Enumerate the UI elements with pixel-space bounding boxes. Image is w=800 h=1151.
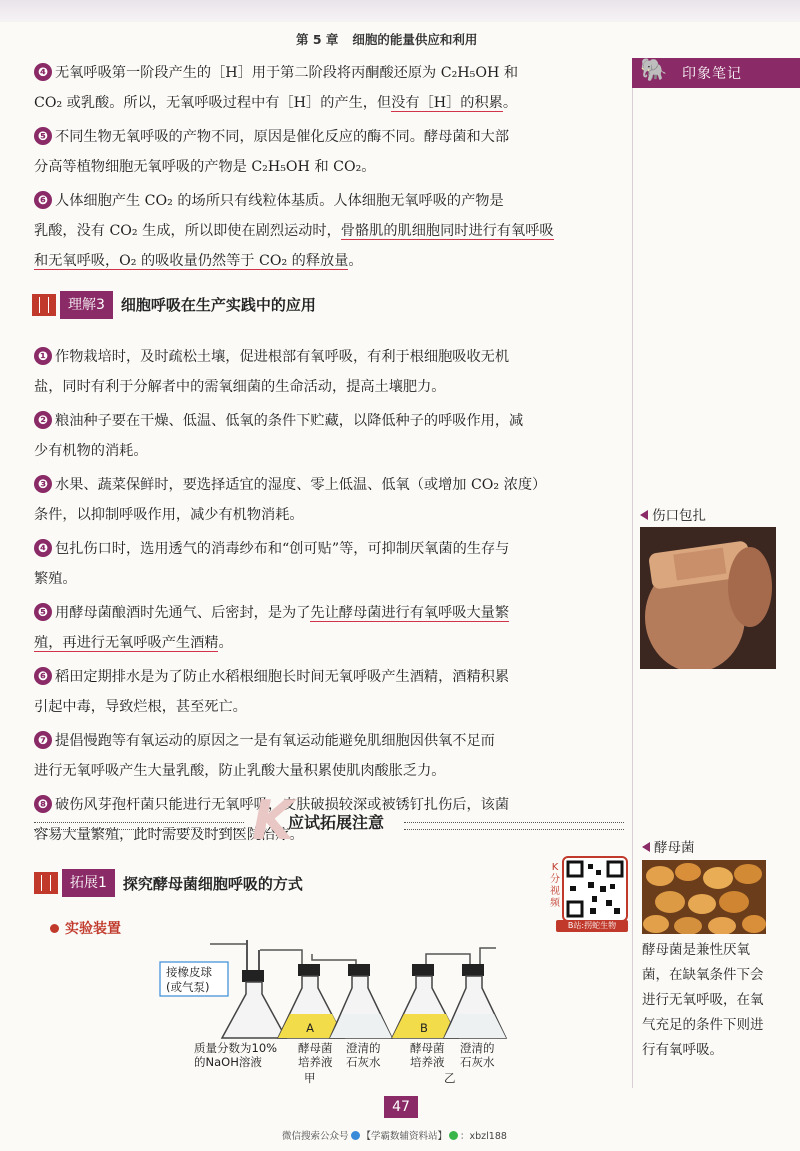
section-tag: 理解3: [60, 291, 113, 319]
text: 水果、蔬菜保鲜时，要选择适宜的湿度、零上低温、低氧（或增加 CO₂ 浓度）: [55, 477, 547, 493]
number-badge: ❹: [34, 539, 52, 557]
pump-label: 接橡皮球: [166, 965, 212, 979]
sub-head-apparatus: [50, 918, 121, 938]
footer-text: 微信搜索公众号: [282, 1131, 349, 1142]
number-badge: ❸: [34, 475, 52, 493]
naoh-label-2: 的NaOH溶液: [194, 1055, 262, 1069]
text: 不同生物无氧呼吸的产物不同，原因是催化反应的酶不同。酵母菌和大部: [55, 129, 510, 145]
lime-jia-label-2: 石灰水: [346, 1055, 381, 1069]
wechat-icon: [449, 1131, 458, 1140]
naoh-label-1: 质量分数为10%: [194, 1041, 278, 1055]
qr-side-label: K分视频: [550, 862, 560, 909]
lime-yi-label-1: 澄清的: [460, 1041, 495, 1055]
lime-yi-label-2: 石灰水: [460, 1055, 495, 1069]
notes-tab: [632, 58, 800, 88]
bullet-icon: [50, 924, 59, 933]
chapter-title: 细胞的能量供应和利用: [352, 32, 478, 47]
pump-label-2: (或气泵): [166, 980, 210, 994]
number-badge: ❽: [34, 795, 52, 813]
page-number: 47: [384, 1096, 418, 1118]
text: 。: [348, 253, 363, 269]
notes-tab-label: 印象笔记: [682, 66, 742, 82]
para-3-7: [34, 726, 630, 786]
notes-column-divider: [632, 88, 633, 1088]
caption-wound: [640, 504, 706, 524]
para-3-5: [34, 598, 630, 658]
label-a: A: [306, 1021, 314, 1035]
text: 包扎伤口时，选用透气的消毒纱布和“创可贴”等，可抑制厌氧菌的生存与: [55, 541, 510, 557]
underlined-text: 骨骼肌的肌细胞同时进行有氧呼吸: [340, 223, 554, 239]
number-badge: ❺: [34, 127, 52, 145]
number-badge: ❼: [34, 731, 52, 749]
book-icon: [34, 872, 58, 894]
text: 盐，同时有利于分解者中的需氧细菌的生命活动，提高土壤肥力。: [34, 379, 446, 395]
text: 无氧呼吸第一阶段产生的［H］用于第二阶段将丙酮酸还原为 C₂H₅OH 和: [55, 65, 519, 81]
elephant-icon: 🐘: [640, 58, 668, 83]
para-3-4: [34, 534, 630, 594]
underlined-text: 没有［H］的积累: [391, 95, 503, 111]
yeast-a-label-2: 培养液: [298, 1055, 333, 1069]
qr-code[interactable]: [562, 856, 628, 922]
text: 容易大量繁殖，此时需要及时到医院治疗。: [34, 827, 304, 843]
text: 稻田定期排水是为了防止水稻根细胞长时间无氧呼吸产生酒精，酒精积累: [55, 669, 510, 685]
text: 作物栽培时，及时疏松土壤，促进根部有氧呼吸，有利于根细胞吸收无机: [55, 349, 510, 365]
dotted-rule: [404, 822, 624, 830]
label-b: B: [420, 1021, 428, 1035]
caption-text: 酵母菌: [654, 840, 695, 856]
para-3-1: [34, 342, 630, 402]
flask-lime-yi: [444, 964, 506, 1038]
para-3-2: [34, 406, 630, 466]
qr-code-icon: [566, 860, 624, 918]
qr-caption: B站:拐蛇生物: [556, 920, 628, 932]
divider-title: 应试拓展注意: [288, 813, 385, 832]
caption-yeast: [642, 836, 695, 856]
underlined-text: 殖，再进行无氧呼吸产生酒精: [34, 635, 219, 651]
flask-lime-jia: [330, 964, 392, 1038]
underlined-text: 和无氧呼吸，O₂ 的吸收量仍然等于 CO₂ 的释放量: [34, 253, 349, 269]
text: 乳酸，没有 CO₂ 生成，所以即使在剧烈运动时，: [34, 223, 341, 239]
group-jia: 甲: [304, 1071, 316, 1085]
number-badge: ❹: [34, 63, 52, 81]
yeast-b-label-2: 培养液: [410, 1055, 445, 1069]
para-top-5: [34, 122, 630, 182]
chapter-number: 第 5 章: [296, 32, 339, 47]
yeast-a-label-1: 酵母菌: [298, 1041, 333, 1055]
number-badge: ❻: [34, 667, 52, 685]
text: 破伤风芽孢杆菌只能进行无氧呼吸，皮肤破损较深或被锈钉扎伤后，该菌: [55, 797, 510, 813]
number-badge: ❺: [34, 603, 52, 621]
number-badge: ❷: [34, 411, 52, 429]
text: CO₂ 或乳酸。所以，无氧呼吸过程中有［H］的产生，但: [34, 95, 392, 111]
text: 繁殖。: [34, 571, 77, 587]
text: 。: [218, 635, 233, 651]
top-banner: [0, 0, 800, 22]
footer-text: ：xbzl188: [460, 1131, 507, 1142]
para-3-6: [34, 662, 630, 722]
flask-naoh: [222, 940, 286, 1038]
section-tag: 拓展1: [62, 869, 115, 897]
text: 用酵母菌酿酒时先通气、后密封，是为了: [55, 605, 311, 621]
triangle-icon: [640, 510, 648, 520]
underlined-text: 先让酵母菌进行有氧呼吸大量繁: [310, 605, 510, 621]
yeast-note: 酵母菌是兼性厌氧菌，在缺氧条件下会进行无氧呼吸，在氧气充足的条件下则进行有氧呼吸。: [642, 942, 764, 1058]
chapter-header: [296, 30, 491, 48]
text: 少有机物的消耗。: [34, 443, 148, 459]
text: 粮油种子要在干燥、低温、低氧的条件下贮藏，以降低种子的呼吸作用，减: [55, 413, 524, 429]
footer-text: 【学霸数辅资料站】: [361, 1131, 448, 1142]
dotted-rule: [34, 822, 244, 830]
photo-wound-bandage: [640, 527, 776, 669]
section-title: 细胞呼吸在生产实践中的应用: [120, 296, 316, 314]
text: 。: [502, 95, 518, 111]
main-content: [34, 58, 630, 854]
group-yi: 乙: [444, 1071, 456, 1085]
sub-head-text: 实验装置: [65, 921, 121, 937]
para-top-4: [34, 58, 630, 118]
text: 引起中毒，导致烂根，甚至死亡。: [34, 699, 247, 715]
qr-video-link[interactable]: [548, 856, 628, 932]
footer: [282, 1128, 507, 1142]
section-title: 探究酵母菌细胞呼吸的方式: [122, 874, 303, 893]
para-3-3: [34, 470, 630, 530]
triangle-icon: [642, 842, 650, 852]
lime-jia-label-1: 澄清的: [346, 1041, 381, 1055]
k-logo: K: [252, 789, 294, 852]
experiment-apparatus: [150, 940, 530, 1090]
number-badge: ❶: [34, 347, 52, 365]
text: 人体细胞产生 CO₂ 的场所只有线粒体基质。人体细胞无氧呼吸的产物是: [55, 193, 504, 209]
text: 进行无氧呼吸产生大量乳酸，防止乳酸大量积累使肌肉酸胀乏力。: [34, 763, 446, 779]
section-head-ext1: [34, 868, 303, 898]
text: 分高等植物细胞无氧呼吸的产物是 C₂H₅OH 和 CO₂。: [34, 159, 376, 175]
para-top-6: [34, 186, 630, 276]
photo-yeast: [642, 860, 766, 934]
caption-text: 伤口包扎: [652, 508, 706, 524]
section-head-3: [32, 290, 630, 320]
search-icon: [351, 1131, 360, 1140]
text: 提倡慢跑等有氧运动的原因之一是有氧运动能避免肌细胞因供氧不足而: [55, 733, 495, 749]
yeast-b-label-1: 酵母菌: [410, 1041, 445, 1055]
book-icon: [32, 294, 56, 316]
number-badge: ❻: [34, 191, 52, 209]
text: 条件，以抑制呼吸作用，减少有机物消耗。: [34, 507, 304, 523]
